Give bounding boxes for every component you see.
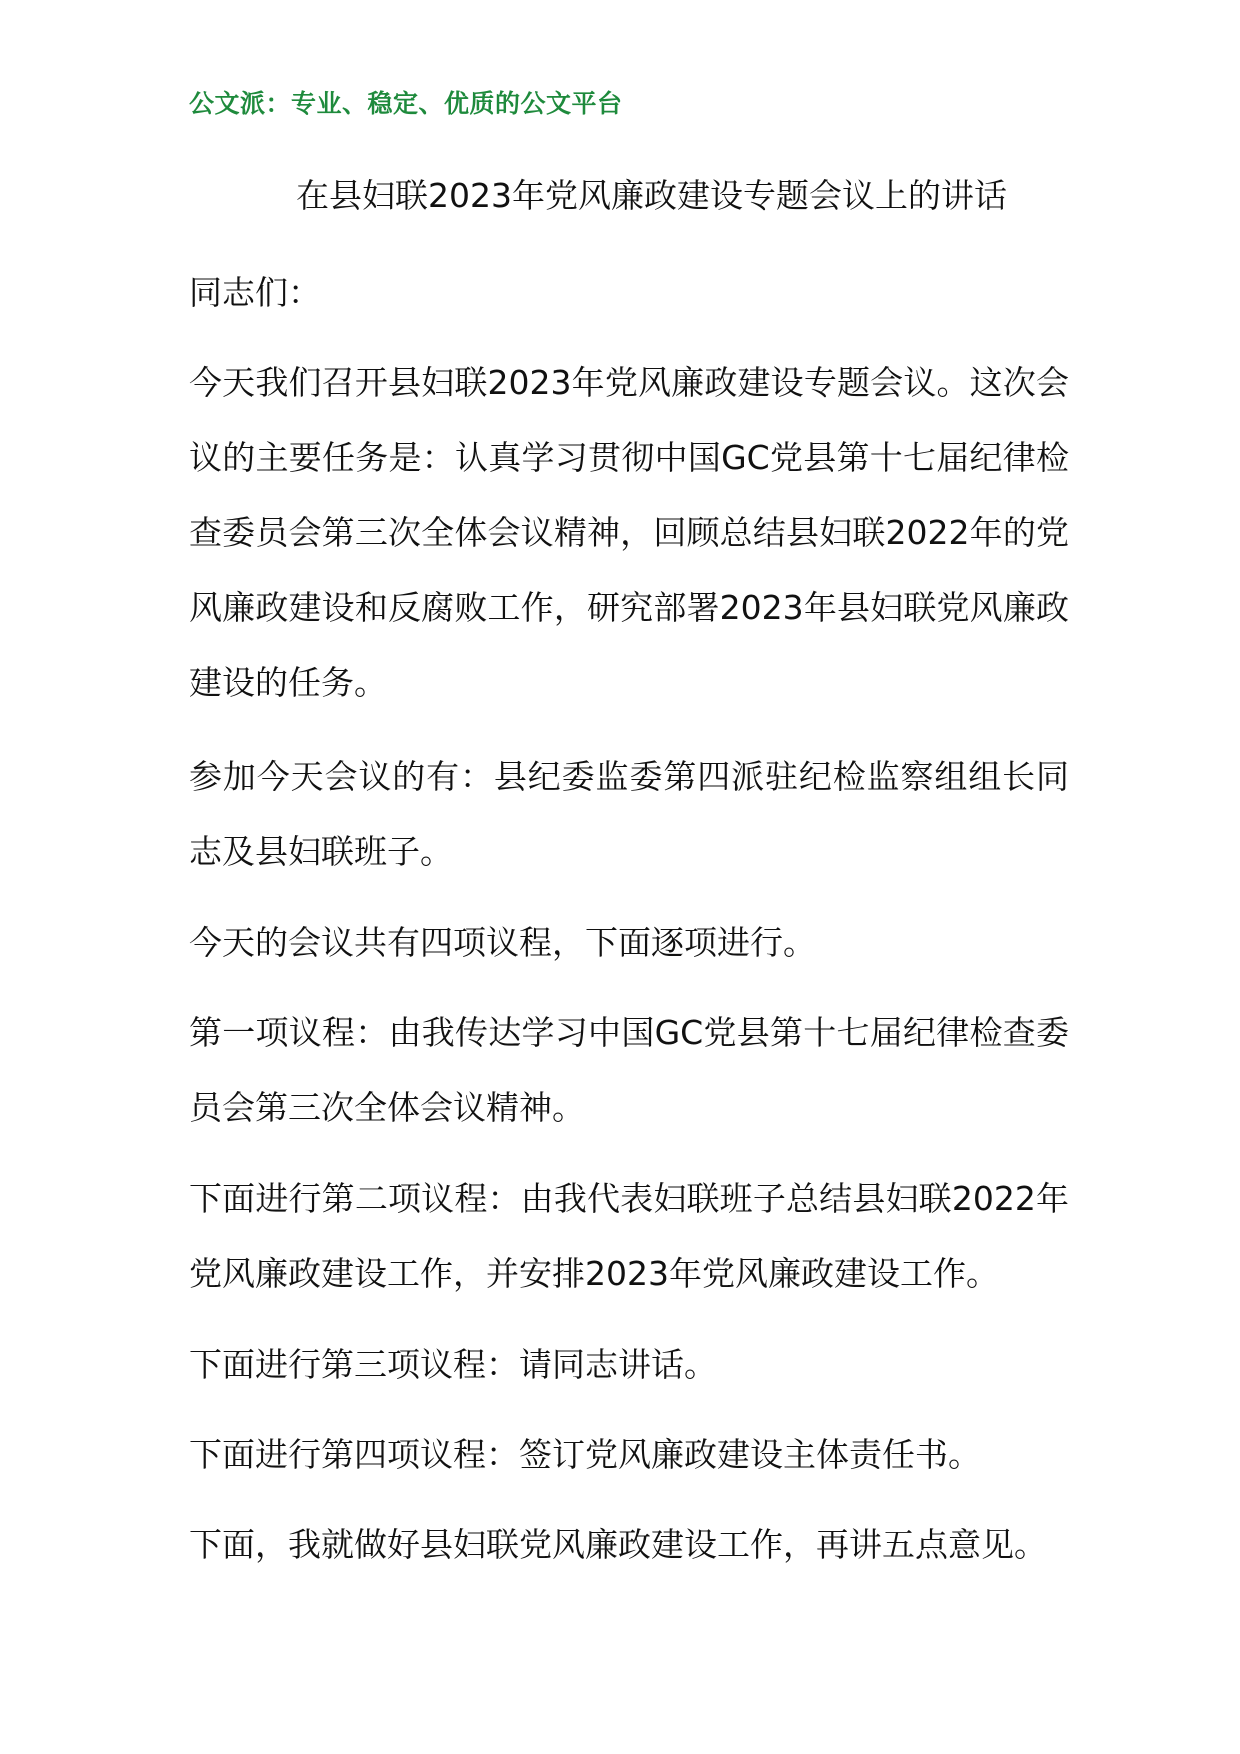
paragraph-attendees: 参加今天会议的有：县纪委监委第四派驻纪检监察组组长同志及县妇联班子。	[189, 757, 1069, 871]
paragraph-agenda-item-2: 下面进行第二项议程：由我代表妇联班子总结县妇联2022年党风廉政建设工作，并安排2023年党风廉政建设工作。	[189, 1179, 1069, 1293]
salutation: 同志们：	[189, 273, 321, 312]
paragraph-meeting-intro: 今天我们召开县妇联2023年党风廉政建设专题会议。这次会议的主要任务是：认真学习贯彻中国GC党县第十七届纪律检查委员会第三次全体会议精神，回顾总结县妇联2022年的党风廉政建设和反腐败工作，研究部署2023年县妇联党风廉政建设的任务。	[189, 363, 1069, 702]
paragraph-agenda-item-4: 下面进行第四项议程：签订党风廉政建设主体责任书。	[189, 1435, 981, 1474]
paragraph-agenda-item-3: 下面进行第三项议程：请同志讲话。	[189, 1345, 717, 1384]
paragraph-agenda-item-1: 第一项议程：由我传达学习中国GC党县第十七届纪律检查委员会第三次全体会议精神。	[189, 1013, 1069, 1127]
paragraph-five-points: 下面，我就做好县妇联党风廉政建设工作，再讲五点意见。	[189, 1525, 1047, 1564]
paragraph-agenda-overview: 今天的会议共有四项议程，下面逐项进行。	[189, 923, 816, 962]
header-tagline: 公文派：专业、稳定、优质的公文平台	[189, 89, 623, 118]
document-title: 在县妇联2023年党风廉政建设专题会议上的讲话	[296, 176, 1007, 215]
